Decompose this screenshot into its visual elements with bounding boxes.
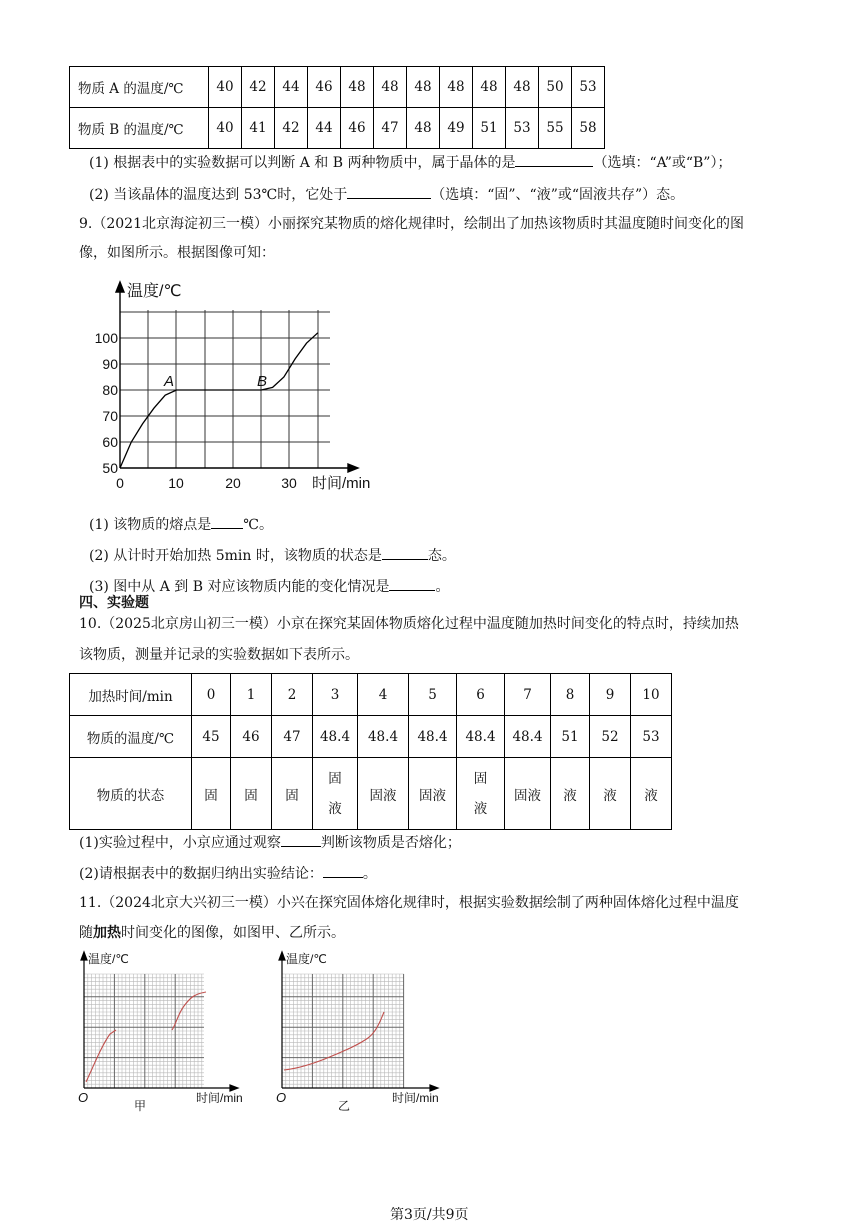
cell: 48 [341, 67, 374, 108]
header-cell: 2 [272, 674, 313, 716]
row-label: 物质 B 的温度/℃ [70, 108, 209, 149]
x-tick: 30 [281, 475, 297, 491]
cell: 42 [242, 67, 275, 108]
cell: 46 [231, 716, 272, 758]
y-axis-title: 温度/℃ [88, 952, 129, 966]
series-line [86, 992, 206, 1082]
header-cell: 10 [631, 674, 672, 716]
header-cell: 0 [192, 674, 231, 716]
melting-chart [80, 276, 390, 496]
q10-part2: (2)请根据表中的数据归纳出实验结论： 。 [79, 863, 377, 884]
cell: 48 [407, 67, 440, 108]
cell: 40 [209, 108, 242, 149]
x-axis-title: 时间/min [312, 475, 371, 492]
cell: 40 [209, 67, 242, 108]
cell: 47 [374, 108, 407, 149]
cell: 53 [506, 108, 539, 149]
y-axis-title: 温度/℃ [127, 283, 182, 300]
cell: 48.4 [313, 716, 358, 758]
q10-stem-line1: 10.（2025北京房山初三一模）小京在探究某固体物质熔化过程中温度随加热时间变化的特点时，持续加热 [79, 616, 739, 632]
cell: 固 [272, 758, 313, 830]
q9-stem-line2: 像，如图所示。根据图像可知： [79, 245, 275, 261]
cell: 48 [440, 67, 473, 108]
cell: 47 [272, 716, 313, 758]
x-tick: 0 [116, 475, 124, 491]
cell: 48 [407, 108, 440, 149]
cell: 46 [308, 67, 341, 108]
cell: 48.4 [505, 716, 551, 758]
chart-caption: 甲 [134, 1099, 147, 1113]
x-tick: 20 [225, 475, 241, 491]
cell: 液 [551, 758, 590, 830]
cell: 41 [242, 108, 275, 149]
y-tick: 60 [102, 434, 118, 450]
cell: 49 [440, 108, 473, 149]
origin-label: O [78, 1090, 89, 1105]
answer-blank[interactable] [211, 514, 243, 529]
page-number: 第3页/共9页 [390, 1207, 469, 1223]
y-axis-title: 温度/℃ [286, 952, 327, 966]
q10-stem-line2: 该物质，测量并记录的实验数据如下表所示。 [79, 647, 359, 663]
cell: 48.4 [358, 716, 409, 758]
table-heating-data [69, 673, 672, 830]
cell: 固 [231, 758, 272, 830]
cell: 53 [631, 716, 672, 758]
header-cell: 加热时间/min [70, 674, 192, 716]
chart-yi [272, 950, 462, 1120]
q8-part2: (2) 当该晶体的温度达到 53℃时，它处于 （选填：“固”、“液”或“固液共存”）态。 [89, 184, 684, 205]
cell: 50 [539, 67, 572, 108]
cell: 液 [590, 758, 631, 830]
row-label: 物质的状态 [70, 758, 192, 830]
cell: 固 液 [313, 758, 358, 830]
q10-part1: (1)实验过程中，小京应通过观察 判断该物质是否熔化； [79, 832, 461, 853]
header-cell: 9 [590, 674, 631, 716]
header-cell: 4 [358, 674, 409, 716]
table-temperatures [69, 66, 605, 149]
q11-stem-line2: 随加热时间变化的图像，如图甲、乙所示。 [79, 925, 345, 941]
answer-blank[interactable] [281, 832, 321, 847]
x-tick: 10 [168, 475, 184, 491]
cell: 48.4 [409, 716, 457, 758]
cell: 53 [572, 67, 605, 108]
cell: 52 [590, 716, 631, 758]
cell: 58 [572, 108, 605, 149]
row-label: 物质 A 的温度/℃ [70, 67, 209, 108]
cell: 51 [551, 716, 590, 758]
point-label-b: B [257, 373, 268, 390]
q11-stem-line1: 11.（2024北京大兴初三一模）小兴在探究固体熔化规律时，根据实验数据绘制了两种固体熔化过程中温度 [79, 895, 739, 911]
cell: 固 [192, 758, 231, 830]
y-tick: 100 [94, 330, 118, 346]
cell: 42 [275, 108, 308, 149]
header-cell: 1 [231, 674, 272, 716]
cell: 液 [631, 758, 672, 830]
q9-sub2: (2) 从计时开始加热 5min 时，该物质的状态是 态。 [89, 545, 456, 566]
answer-blank[interactable] [382, 545, 428, 560]
origin-label: O [276, 1090, 287, 1105]
header-cell: 8 [551, 674, 590, 716]
chart-caption: 乙 [338, 1099, 351, 1113]
answer-blank[interactable] [389, 576, 435, 591]
cell: 45 [192, 716, 231, 758]
cell: 48 [473, 67, 506, 108]
cell: 46 [341, 108, 374, 149]
x-axis-title: 时间/min [196, 1091, 243, 1105]
cell: 固液 [358, 758, 409, 830]
point-label-a: A [164, 373, 175, 390]
y-tick: 50 [102, 460, 118, 476]
cell: 44 [308, 108, 341, 149]
cell: 51 [473, 108, 506, 149]
header-cell: 7 [505, 674, 551, 716]
header-cell: 3 [313, 674, 358, 716]
answer-blank[interactable] [347, 184, 431, 199]
q8-part1: (1) 根据表中的实验数据可以判断 A 和 B 两种物质中，属于晶体的是 （选填：“A”或“B”）； [89, 152, 731, 173]
section-heading: 四、实验题 [79, 595, 149, 611]
cell: 固 液 [457, 758, 505, 830]
x-axis-title: 时间/min [392, 1091, 439, 1105]
chart-jia [74, 950, 264, 1120]
cell: 固液 [409, 758, 457, 830]
y-tick: 70 [102, 408, 118, 424]
row-label: 物质的温度/℃ [70, 716, 192, 758]
q9-sub1: (1) 该物质的熔点是 ℃。 [89, 514, 273, 535]
series-line [120, 333, 318, 468]
answer-blank[interactable] [515, 152, 593, 167]
answer-blank[interactable] [323, 863, 363, 878]
y-tick: 80 [102, 382, 118, 398]
cell: 44 [275, 67, 308, 108]
q9-sub3: (3) 图中从 A 到 B 对应该物质内能的变化情况是 。 [89, 576, 449, 597]
cell: 48.4 [457, 716, 505, 758]
header-cell: 6 [457, 674, 505, 716]
cell: 48 [506, 67, 539, 108]
cell: 固液 [505, 758, 551, 830]
header-cell: 5 [409, 674, 457, 716]
cell: 55 [539, 108, 572, 149]
y-tick: 90 [102, 356, 118, 372]
cell: 48 [374, 67, 407, 108]
q9-stem-line1: 9.（2021北京海淀初三一模）小丽探究某物质的熔化规律时，绘制出了加热该物质时其温度随时间变化的图 [79, 216, 744, 232]
